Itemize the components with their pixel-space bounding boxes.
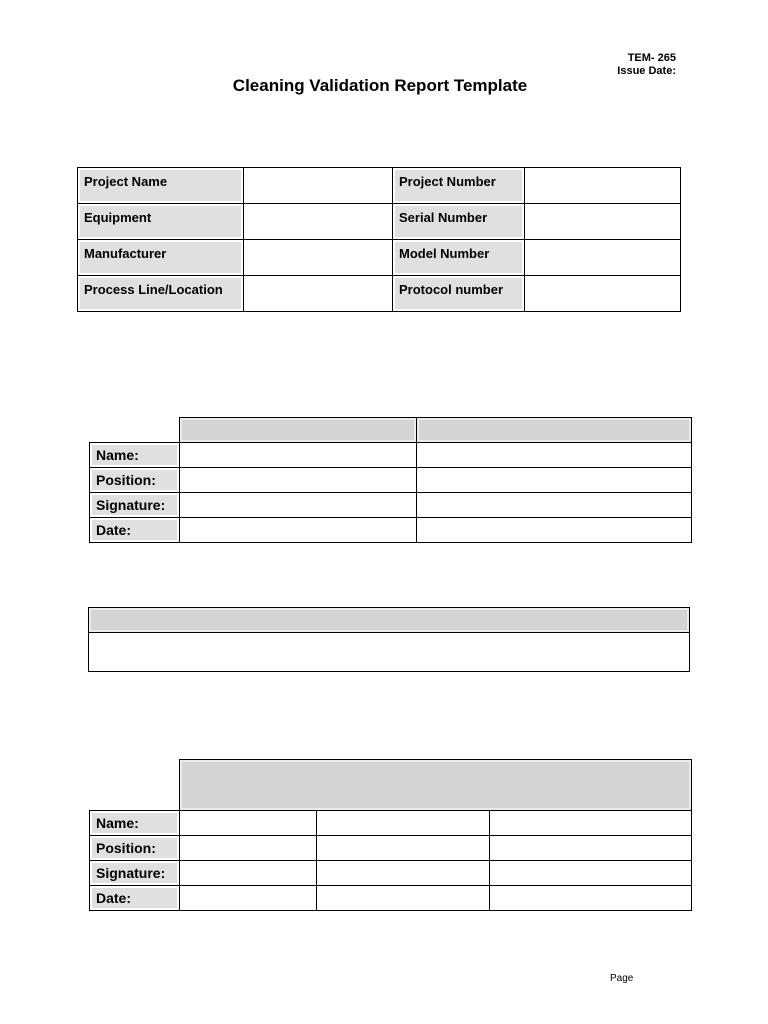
comments-box: [88, 607, 690, 672]
comments-body-row: [89, 633, 690, 672]
equipment-label: Equipment: [78, 204, 244, 240]
signature-field[interactable]: [180, 861, 317, 886]
project-number-field[interactable]: [525, 168, 681, 204]
position-field[interactable]: [180, 836, 317, 861]
signoff-table-2: [89, 759, 692, 911]
name-field[interactable]: [180, 443, 417, 468]
corner-spacer: [90, 418, 180, 443]
position-label: Position:: [90, 468, 180, 493]
signature-field[interactable]: [317, 861, 490, 886]
date-label: Date:: [90, 518, 180, 543]
corner-spacer: [90, 760, 180, 811]
project-info-table: [77, 167, 681, 312]
name-label: Name:: [90, 811, 180, 836]
table-row: [90, 861, 692, 886]
signature-field[interactable]: [490, 861, 692, 886]
serial-number-field[interactable]: [525, 204, 681, 240]
doc-code: TEM- 265: [627, 52, 676, 64]
page-title: Cleaning Validation Report Template: [232, 76, 528, 95]
position-field[interactable]: [417, 468, 692, 493]
date-field[interactable]: [180, 518, 417, 543]
name-label: Name:: [90, 443, 180, 468]
model-number-label: Model Number: [393, 240, 525, 276]
name-field[interactable]: [180, 811, 317, 836]
model-number-field[interactable]: [525, 240, 681, 276]
date-field[interactable]: [180, 886, 317, 911]
document-code-block: [617, 52, 676, 78]
table-row: [78, 204, 681, 240]
date-field[interactable]: [417, 518, 692, 543]
table-row: [90, 836, 692, 861]
project-number-label: Project Number: [393, 168, 525, 204]
comments-field[interactable]: [89, 633, 690, 672]
project-name-label: Project Name: [78, 168, 244, 204]
process-line-field[interactable]: [244, 276, 393, 312]
position-field[interactable]: [490, 836, 692, 861]
table-row: [90, 468, 692, 493]
comments-header: [89, 608, 690, 633]
signature-field[interactable]: [180, 493, 417, 518]
comments-header-row: [89, 608, 690, 633]
signature-label: Signature:: [90, 493, 180, 518]
position-field[interactable]: [180, 468, 417, 493]
table-row: [90, 518, 692, 543]
column-header: [180, 418, 417, 443]
table-header-row: [90, 760, 692, 811]
name-field[interactable]: [417, 443, 692, 468]
project-name-field[interactable]: [244, 168, 393, 204]
manufacturer-label: Manufacturer: [78, 240, 244, 276]
table-row: [78, 276, 681, 312]
serial-number-label: Serial Number: [393, 204, 525, 240]
signature-label: Signature:: [90, 861, 180, 886]
table-row: [78, 240, 681, 276]
signature-field[interactable]: [417, 493, 692, 518]
protocol-number-field[interactable]: [525, 276, 681, 312]
table-header-row: [90, 418, 692, 443]
table-row: [90, 886, 692, 911]
page-footer: Page: [610, 973, 634, 984]
table-row: [90, 443, 692, 468]
table-row: [90, 493, 692, 518]
date-label: Date:: [90, 886, 180, 911]
issue-date-label: Issue Date:: [617, 65, 676, 77]
name-field[interactable]: [317, 811, 490, 836]
date-field[interactable]: [490, 886, 692, 911]
column-header: [417, 418, 692, 443]
position-label: Position:: [90, 836, 180, 861]
table-row: [90, 811, 692, 836]
signoff-table-1: [89, 417, 692, 543]
column-header: [180, 760, 692, 811]
equipment-field[interactable]: [244, 204, 393, 240]
manufacturer-field[interactable]: [244, 240, 393, 276]
name-field[interactable]: [490, 811, 692, 836]
position-field[interactable]: [317, 836, 490, 861]
protocol-number-label: Protocol number: [393, 276, 525, 312]
date-field[interactable]: [317, 886, 490, 911]
process-line-label: Process Line/Location: [78, 276, 244, 312]
table-row: [78, 168, 681, 204]
